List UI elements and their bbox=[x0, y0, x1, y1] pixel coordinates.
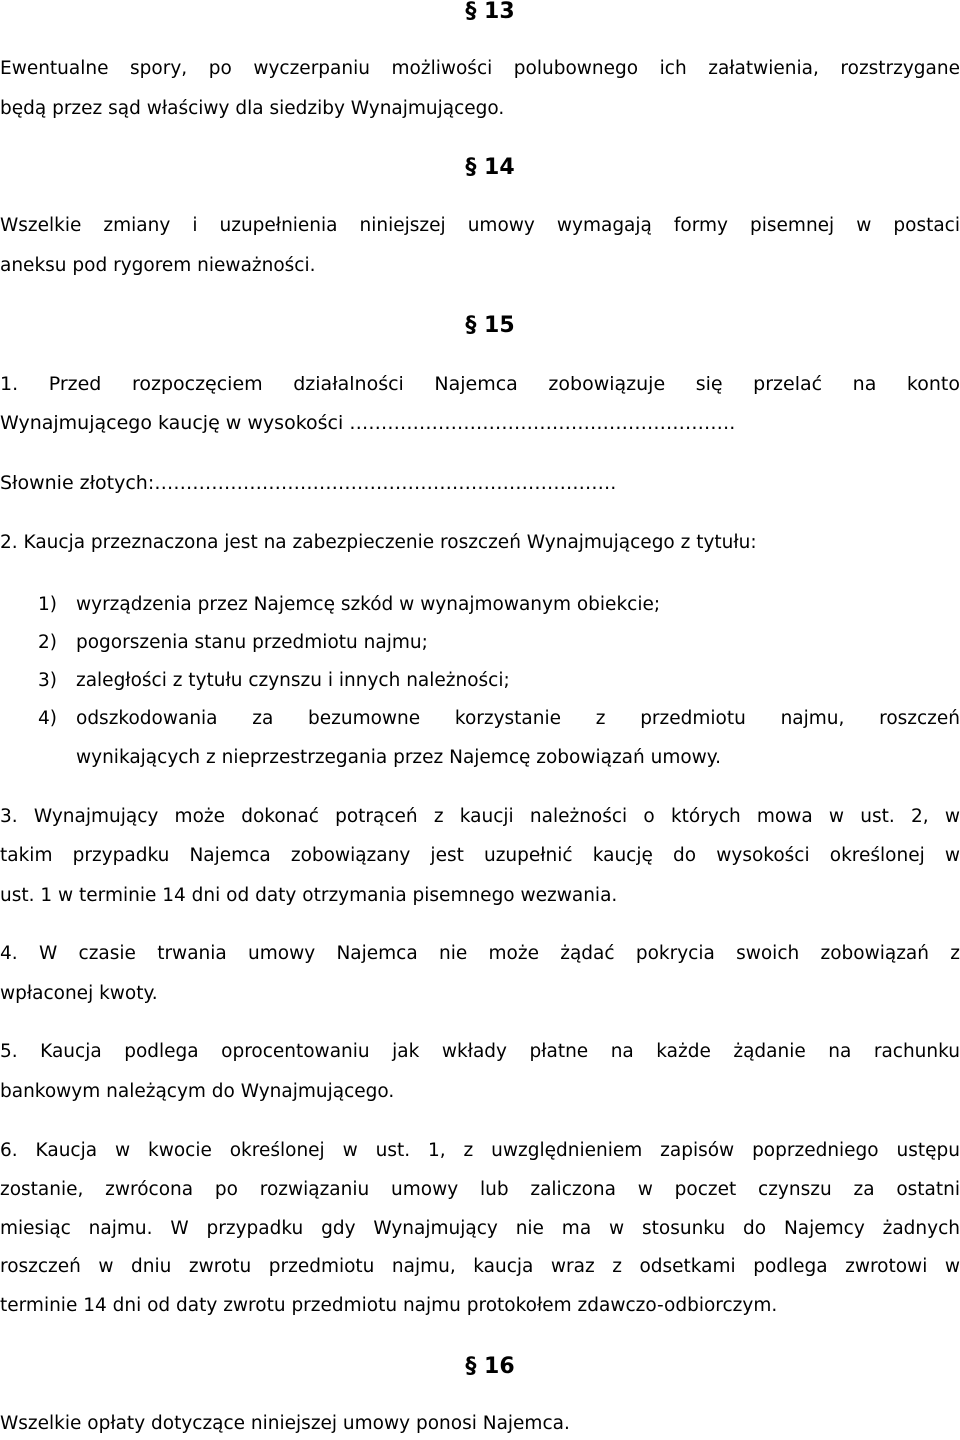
section-heading-13: § 13 bbox=[465, 0, 515, 24]
paragraph-line: miesiąc najmu. W przypadku gdy Wynajmujący nie ma w stosunku do Najemcy żadnych bbox=[0, 1218, 960, 1239]
paragraph-line: terminie 14 dni od daty zwrotu przedmiotu najmu protokołem zdawczo-odbiorczym. bbox=[0, 1295, 778, 1316]
list-item: zaległości z tytułu czynszu i innych należności; bbox=[76, 670, 510, 691]
list-item: odszkodowania za bezumowne korzystanie z przedmiotu najmu, roszczeń bbox=[76, 708, 960, 729]
paragraph-line: roszczeń w dniu zwrotu przedmiotu najmu, kaucja wraz z odsetkami podlega zwrotowi w bbox=[0, 1256, 960, 1277]
list-item-number: 2) bbox=[38, 632, 57, 653]
amount-in-words-line: Słownie złotych:………………………………………………………………. bbox=[0, 472, 617, 494]
paragraph-line: Wszelkie zmiany i uzupełnienia niniejszej umowy wymagają formy pisemnej w postaci bbox=[0, 215, 960, 236]
section-heading-16: § 16 bbox=[465, 1354, 515, 1379]
section-heading-14: § 14 bbox=[465, 155, 515, 180]
section-heading-15: § 15 bbox=[465, 313, 515, 338]
paragraph-line: 5. Kaucja podlega oprocentowaniu jak wkłady płatne na każde żądanie na rachunku bbox=[0, 1041, 960, 1062]
list-item-number: 3) bbox=[38, 670, 57, 691]
paragraph-line: będą przez sąd właściwy dla siedziby Wynajmującego. bbox=[0, 98, 505, 119]
list-item-number: 1) bbox=[38, 594, 57, 615]
paragraph-line: 4. W czasie trwania umowy Najemca nie może żądać pokrycia swoich zobowiązań z bbox=[0, 943, 960, 964]
paragraph-line: Ewentualne spory, po wyczerpaniu możliwości polubownego ich załatwienia, rozstrzygane bbox=[0, 58, 960, 79]
deposit-amount-line: Wynajmującego kaucję w wysokości ……………………………………………………. bbox=[0, 412, 736, 434]
paragraph-line: zostanie, zwrócona po rozwiązaniu umowy lub zaliczona w poczet czynszu za ostatni bbox=[0, 1179, 960, 1200]
paragraph-line: takim przypadku Najemca zobowiązany jest uzupełnić kaucję do wysokości określonej w bbox=[0, 845, 960, 866]
paragraph-line: aneksu pod rygorem nieważności. bbox=[0, 255, 316, 276]
list-item-number: 4) bbox=[38, 708, 57, 729]
paragraph-line: Wszelkie opłaty dotyczące niniejszej umowy ponosi Najemca. bbox=[0, 1413, 570, 1434]
list-item: wynikających z nieprzestrzegania przez Najemcę zobowiązań umowy. bbox=[76, 747, 721, 768]
paragraph-line: 3. Wynajmujący może dokonać potrąceń z kaucji należności o których mowa w ust. 2, w bbox=[0, 806, 960, 827]
paragraph-line: bankowym należącym do Wynajmującego. bbox=[0, 1081, 395, 1102]
paragraph-line: 6. Kaucja w kwocie określonej w ust. 1, z uwzględnieniem zapisów poprzedniego ustępu bbox=[0, 1140, 960, 1161]
paragraph-line: wpłaconej kwoty. bbox=[0, 983, 158, 1004]
paragraph-line: 2. Kaucja przeznaczona jest na zabezpieczenie roszczeń Wynajmującego z tytułu: bbox=[0, 532, 757, 553]
list-item: pogorszenia stanu przedmiotu najmu; bbox=[76, 632, 428, 653]
paragraph-line: ust. 1 w terminie 14 dni od daty otrzymania pisemnego wezwania. bbox=[0, 885, 618, 906]
paragraph-line: 1. Przed rozpoczęciem działalności Najemca zobowiązuje się przelać na konto bbox=[0, 373, 960, 395]
list-item: wyrządzenia przez Najemcę szkód w wynajmowanym obiekcie; bbox=[76, 594, 661, 615]
